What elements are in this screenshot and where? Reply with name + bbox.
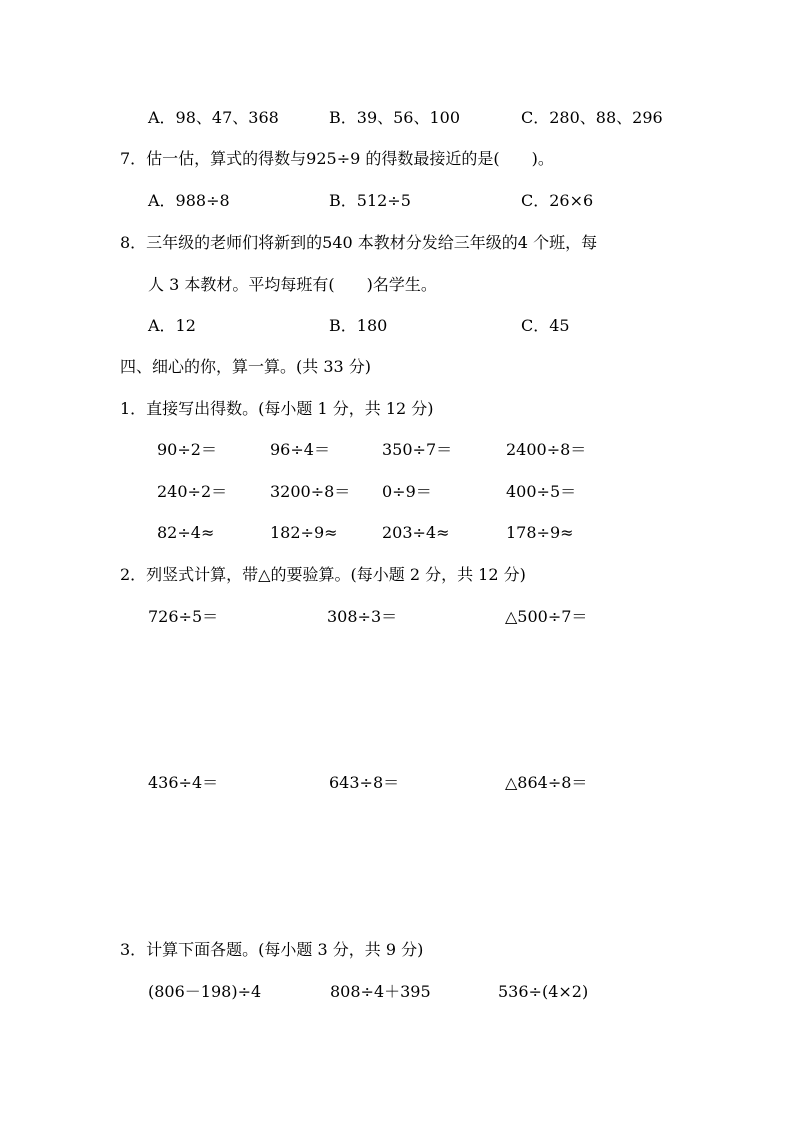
q8-option-c: C．45	[521, 316, 570, 335]
q7-text: 7．估一估，算式的得数与925÷9 的得数最接近的是( )。	[120, 149, 554, 168]
vertical-calc-item: 726÷5＝	[148, 607, 219, 626]
part3-heading: 3．计算下面各题。(每小题 3 分，共 9 分)	[120, 940, 424, 959]
q6-option-c: C．280、88、296	[521, 108, 663, 127]
vertical-calc-item: △864÷8＝	[505, 773, 588, 792]
q8-text-line2: 人 3 本教材。平均每班有( )名学生。	[148, 275, 437, 294]
part1-heading: 1．直接写出得数。(每小题 1 分，共 12 分)	[120, 399, 434, 418]
oral-item: 3200÷8＝	[270, 482, 351, 501]
q6-option-b: B．39、56、100	[329, 108, 461, 127]
q8-option-a: A．12	[148, 316, 196, 335]
mixed-calc-item: 808÷4＋395	[330, 982, 431, 1001]
oral-item: 82÷4≈	[157, 523, 215, 542]
vertical-calc-item: 308÷3＝	[327, 607, 398, 626]
oral-item: 203÷4≈	[382, 523, 450, 542]
q7-option-a: A．988÷8	[148, 191, 230, 210]
oral-item: 2400÷8＝	[506, 440, 587, 459]
section4-title: 四、细心的你，算一算。(共 33 分)	[120, 357, 372, 376]
q8-option-b: B．180	[329, 316, 388, 335]
vertical-calc-item: 643÷8＝	[329, 773, 400, 792]
oral-item: 96÷4＝	[270, 440, 330, 459]
mixed-calc-item: (806－198)÷4	[148, 982, 262, 1001]
q8-text-line1: 8．三年级的老师们将新到的540 本教材分发给三年级的4 个班，每	[120, 233, 598, 252]
mixed-calc-item: 536÷(4×2)	[498, 982, 589, 1001]
oral-item: 0÷9＝	[382, 482, 432, 501]
oral-item: 350÷7＝	[382, 440, 453, 459]
oral-item: 178÷9≈	[506, 523, 574, 542]
part2-heading: 2．列竖式计算，带△的要验算。(每小题 2 分，共 12 分)	[120, 565, 526, 584]
q7-option-c: C．26×6	[521, 191, 594, 210]
q7-option-b: B．512÷5	[329, 191, 411, 210]
q6-option-a: A．98、47、368	[148, 108, 279, 127]
oral-item: 400÷5＝	[506, 482, 577, 501]
oral-item: 90÷2＝	[157, 440, 217, 459]
vertical-calc-item: △500÷7＝	[505, 607, 588, 626]
oral-item: 182÷9≈	[270, 523, 338, 542]
oral-item: 240÷2＝	[157, 482, 228, 501]
vertical-calc-item: 436÷4＝	[148, 773, 219, 792]
